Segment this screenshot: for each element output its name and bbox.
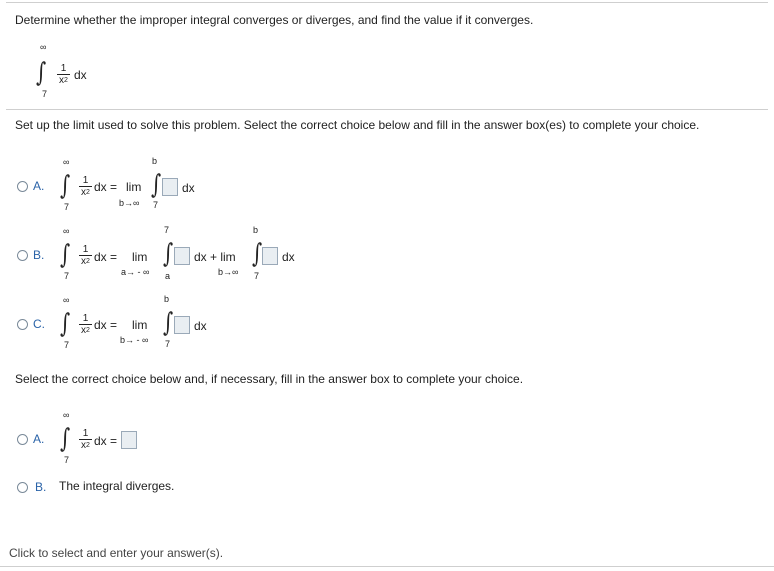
choice-a-int-lower: 7 [153,200,159,210]
choice-b-inner-integral-2: ∫ [252,239,263,269]
choice-b-int-lower: a [165,271,171,281]
choice-b-lim: lim [132,250,148,264]
integrand-denominator [57,75,70,86]
choice-c-answer-box[interactable] [174,316,190,334]
choice-b-lim-sub: a→ - ∞ [121,267,150,277]
choice-b-answer-box-1[interactable] [174,247,190,265]
section-divider [6,109,768,110]
integral-lower-limit: 7 [42,89,48,99]
choice-b-mid: dx + lim [194,250,236,264]
choice-a-int-upper: b [152,156,158,166]
part2-choice-a-radio[interactable] [17,434,28,445]
choice-b-upper: ∞ [63,226,70,236]
choice-a-letter: A. [33,179,45,193]
choice-b-letter: B. [33,248,45,262]
den-exp: 2 [86,258,90,265]
den-var: x [81,256,87,267]
part2-choice-a-answer-box[interactable] [121,431,137,449]
choice-c-radio[interactable] [17,319,28,330]
part1-instruction: Set up the limit used to solve this problem. Select the correct choice below and fill in the answer box(es) to complete your choice. [15,118,700,132]
choice-c-lim-sub: b→ - ∞ [120,335,149,345]
integrand-numerator: 1 [60,63,67,74]
integrand-fraction [57,63,70,86]
choice-b-inner-integral: ∫ [163,239,174,269]
choice-b-int-upper: 7 [164,225,170,235]
choice-a-integral-sign: ∫ [60,171,71,201]
part2-den [79,440,92,451]
choice-b-lim2-sub: b→∞ [218,267,239,277]
choice-a-den [79,187,92,198]
question-prompt: Determine whether the improper integral converges or diverges, and find the value if it converges. [15,13,534,27]
choice-b-lower: 7 [64,271,70,281]
choice-c-integral-sign: ∫ [60,309,71,339]
part2-choice-a-lower: 7 [64,455,70,465]
choice-b-num: 1 [82,244,89,255]
choice-b-int2-lower: 7 [254,271,260,281]
part2-choice-a-letter: A. [33,432,45,446]
choice-a-num: 1 [82,175,89,186]
den-var: x [81,187,87,198]
choice-a-lim-sub: b→∞ [119,198,140,208]
choice-a-lim: lim [126,180,142,194]
choice-b-fraction [79,244,92,267]
den-exp: 2 [86,189,90,196]
part2-num: 1 [82,428,89,439]
choice-b-int2-upper: b [253,225,259,235]
choice-c-tail: dx [194,319,207,333]
choice-a-fraction [79,175,92,198]
choice-b-answer-box-2[interactable] [262,247,278,265]
choice-b-tail: dx [282,250,295,264]
choice-c-int-upper: b [164,294,170,304]
choice-a-inner-integral: ∫ [151,170,162,200]
part2-choice-a-upper: ∞ [63,410,70,420]
part2-choice-a-eq: dx = [94,434,118,448]
choice-c-letter: C. [33,317,45,331]
choice-a-eq: dx = [94,180,118,194]
top-divider [6,2,768,3]
bottom-divider [0,566,774,567]
choice-a-answer-box[interactable] [162,178,178,196]
choice-c-lim: lim [132,318,148,332]
choice-c-int-lower: 7 [165,339,171,349]
choice-a-lower: 7 [64,202,70,212]
part2-choice-a-fraction [79,428,92,451]
choice-c-lower: 7 [64,340,70,350]
integral-sign: ∫ [36,58,47,88]
den-var: x [81,440,87,451]
part2-choice-b-radio[interactable] [17,482,28,493]
den-exp: 2 [86,327,90,334]
den-exp: 2 [86,442,90,449]
integral-upper-limit: ∞ [40,42,47,52]
part2-instruction: Select the correct choice below and, if necessary, fill in the answer box to complete your choice. [15,372,524,386]
denominator-exp: 2 [64,77,68,84]
choice-c-num: 1 [82,313,89,324]
choice-c-fraction [79,313,92,336]
choice-b-integral-sign: ∫ [60,240,71,270]
choice-a-tail: dx [182,181,195,195]
part2-choice-a-integral-sign: ∫ [60,424,71,454]
status-text: Click to select and enter your answer(s). [9,546,224,560]
part2-choice-b-text: The integral diverges. [59,479,175,493]
choice-a-upper: ∞ [63,157,70,167]
part2-choice-b-letter: B. [35,480,47,494]
denominator-var: x [59,75,65,86]
choice-c-eq: dx = [94,318,118,332]
den-var: x [81,325,87,336]
choice-a-radio[interactable] [17,181,28,192]
choice-b-den [79,256,92,267]
choice-b-eq: dx = [94,250,118,264]
choice-b-radio[interactable] [17,250,28,261]
choice-c-inner-integral: ∫ [163,308,174,338]
integral-dx: dx [74,68,87,82]
choice-c-den [79,325,92,336]
choice-c-upper: ∞ [63,295,70,305]
